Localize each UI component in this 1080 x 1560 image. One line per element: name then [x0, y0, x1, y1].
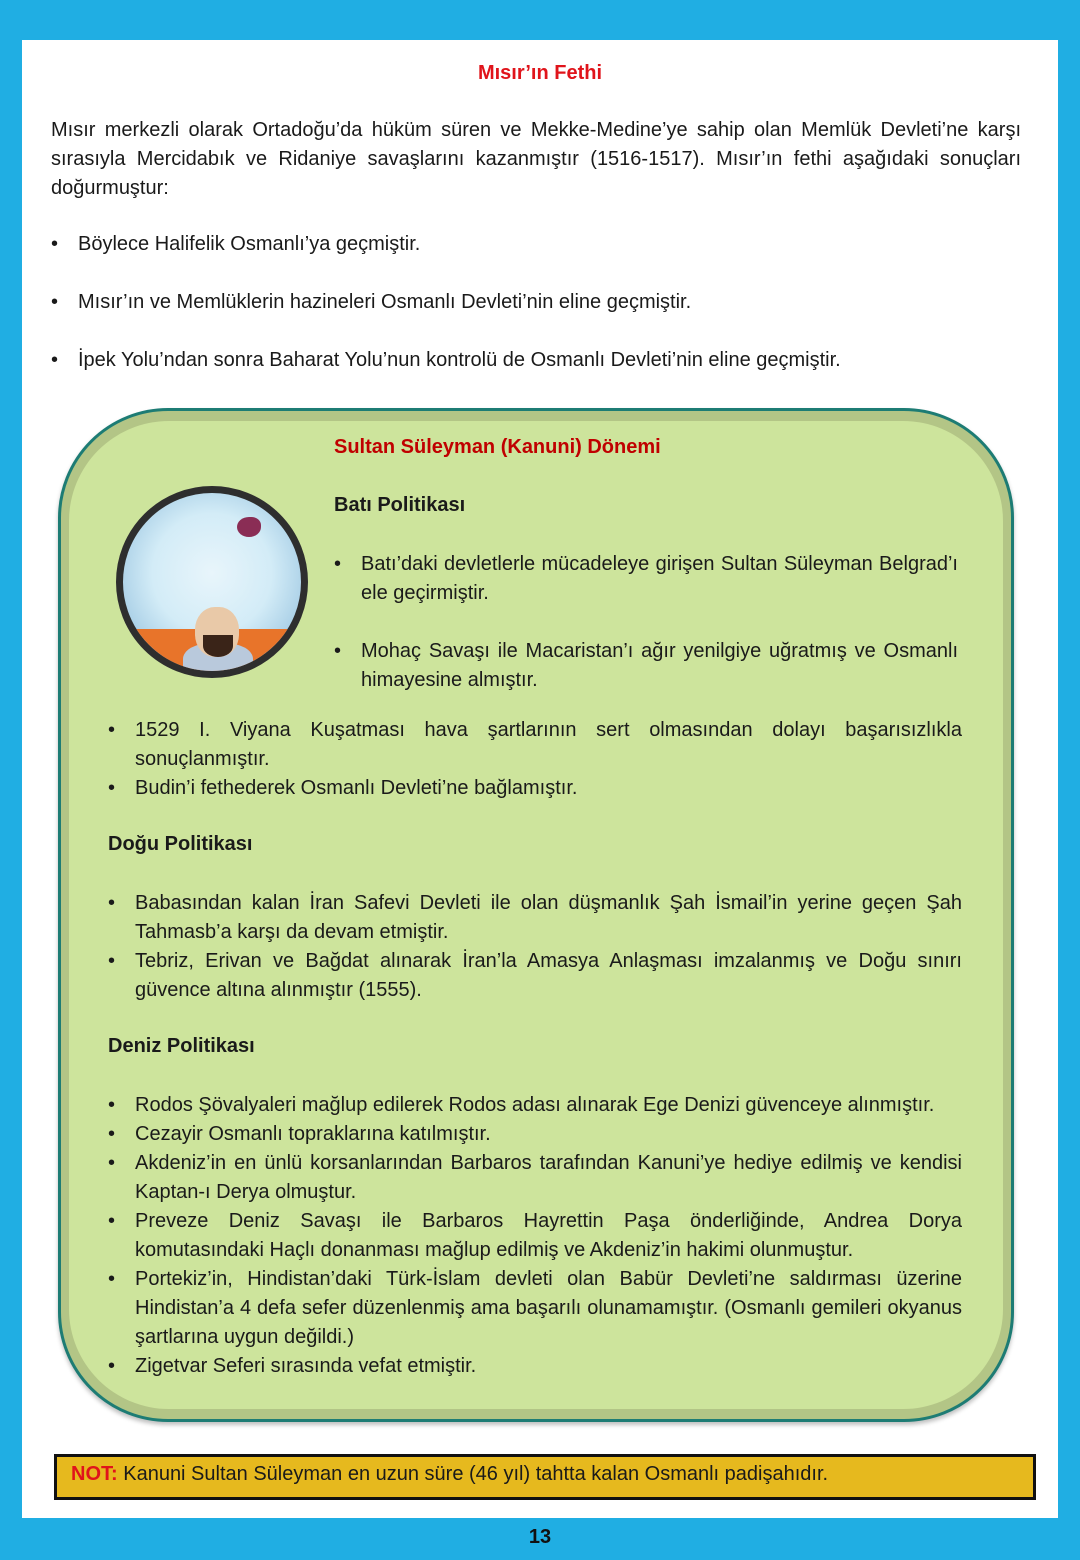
list-item: • Böylece Halifelik Osmanlı’ya geçmiştir. [51, 230, 1021, 288]
bullet-icon: • [108, 1152, 116, 1174]
bullet-icon: • [108, 1268, 116, 1290]
page-number: 13 [528, 1526, 552, 1548]
bullet-icon: • [334, 553, 342, 575]
list-item: • 1529 I. Viyana Kuşatması hava şartlarının sert olmasından dolayı başarısızlıkla sonuçlanmıştır. [108, 716, 962, 774]
box-title: Sultan Süleyman (Kanuni) Dönemi [334, 436, 661, 458]
bullet-icon: • [334, 640, 342, 662]
results-list [51, 230, 1021, 404]
note-label: NOT: [71, 1463, 118, 1485]
section-title: Mısır’ın Fethi [477, 62, 603, 84]
east-policy-heading: Doğu Politikası [108, 833, 253, 855]
list-item: • Mısır’ın ve Memlüklerin hazineleri Osmanlı Devleti’nin eline geçmiştir. [51, 288, 1021, 346]
bullet-icon: • [108, 1123, 116, 1145]
bullet-icon: • [108, 1210, 116, 1232]
bullet-icon: • [108, 892, 116, 914]
turban-jewel-icon [237, 517, 261, 537]
list-item: • İpek Yolu’ndan sonra Baharat Yolu’nun kontrolü de Osmanlı Devleti’nin eline geçmiştir. [51, 346, 1021, 404]
bullet-icon: • [108, 1094, 116, 1116]
list-item: • Tebriz, Erivan ve Bağdat alınarak İran’la Amasya Anlaşması imzalanmış ve Doğu sınırı güvence altına alınmıştır (1555). [108, 947, 962, 1005]
list-item: • Rodos Şövalyaleri mağlup edilerek Rodos adası alınarak Ege Denizi güvenceye alınmıştır. [108, 1091, 962, 1120]
west-policy-list-top [334, 550, 958, 695]
list-item: • Akdeniz’in en ünlü korsanlarından Barbaros tarafından Kanuni’ye hediye edilmiş ve kendisi Kaptan-ı Derya olmuştur. [108, 1149, 962, 1207]
bullet-icon: • [108, 1355, 116, 1377]
list-item: • Mohaç Savaşı ile Macaristan’ı ağır yenilgiye uğratmış ve Osmanlı himayesine almıştır. [334, 637, 958, 695]
bullet-icon: • [108, 777, 116, 799]
west-policy-list-bottom [108, 716, 962, 803]
list-item: • Cezayir Osmanlı topraklarına katılmıştır. [108, 1120, 962, 1149]
bullet-icon: • [51, 233, 59, 255]
intro-paragraph: Mısır merkezli olarak Ortadoğu’da hüküm süren ve Mekke-Medine’ye sahip olan Memlük Devleti’ne karşı sırasıyla Mercidabık ve Ridaniye savaşlarını kazanmıştır (1516-1517). Mısır’ın fethi aşağıdaki sonuçları doğurmuştur: [51, 119, 1021, 199]
east-policy-list [108, 889, 962, 1005]
beard-shape [203, 635, 233, 657]
bullet-icon: • [108, 950, 116, 972]
west-policy-heading: Batı Politikası [334, 494, 466, 516]
list-item: • Portekiz’in, Hindistan’daki Türk-İslam devleti olan Babür Devleti’ne saldırması üzerine Hindistan’a 4 defa sefer düzenlenmiş ama başarılı olunamamıştır. (Osmanlı gemileri okyanus şartlarına uygun değildi.) [108, 1265, 962, 1352]
sea-policy-list [108, 1091, 962, 1381]
sultan-portrait-image [116, 486, 308, 678]
bullet-icon: • [108, 719, 116, 741]
note-text: Kanuni Sultan Süleyman en uzun süre (46 yıl) tahtta kalan Osmanlı padişahıdır. [117, 1463, 829, 1485]
sea-policy-heading: Deniz Politikası [108, 1035, 255, 1057]
list-item: • Batı’daki devletlerle mücadeleye girişen Sultan Süleyman Belgrad’ı ele geçirmiştir. [334, 550, 958, 608]
list-item: • Babasından kalan İran Safevi Devleti ile olan düşmanlık Şah İsmail’in yerine geçen Şah Tahmasb’a karşı da devam etmiştir. [108, 889, 962, 947]
bullet-icon: • [51, 349, 59, 371]
list-item: • Zigetvar Seferi sırasında vefat etmiştir. [108, 1352, 962, 1381]
list-item: • Budin’i fethederek Osmanlı Devleti’ne bağlamıştır. [108, 774, 962, 803]
list-item: • Preveze Deniz Savaşı ile Barbaros Hayrettin Paşa önderliğinde, Andrea Dorya komutasındaki Haçlı donanması mağlup edilmiş ve Akdeniz’in hakimi olunmuştur. [108, 1207, 962, 1265]
note-box [54, 1454, 1036, 1500]
bullet-icon: • [51, 291, 59, 313]
page-sheet [22, 40, 1058, 1518]
